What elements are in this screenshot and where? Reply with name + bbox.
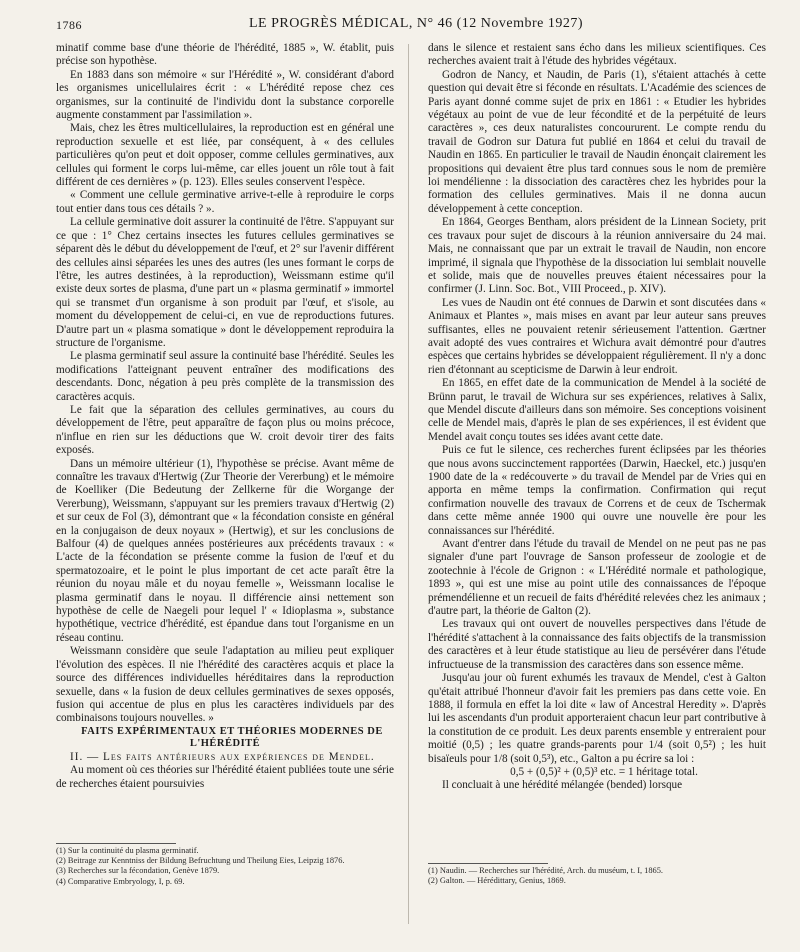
footnote-rule	[428, 863, 548, 864]
paragraph: La cellule germinative doit assurer la continuité de l'être. S'appuyant sur ce que : 1° Chez certains insectes les futures cellules germinatives se séparent dès le début du développement de l'œuf, et 2° sur l'avenir différent des cellules ainsi séparées les unes des autres (les unes formant le corps de l'être, les autres destinées, à la reproduction), Weissmann estime qu'il existe deux sortes de plasma, d'une part un « plasma germinatif » immortel qui se transmet d'un organisme à son produit par l'œuf, et s'isole, au moment du développement de celui-ci, en vue de reproductions futures. D'autre part un « plasma somatique » dont le développement reproduira la structure de l'organisme.	[56, 216, 394, 349]
paragraph: En 1864, Georges Bentham, alors président de la Linnean Society, prit ces travaux pour sujet de discours à la réunion anniversaire du 24 mai. Mais, ne connaissant que par un extrait le travail de Naudin, non encore imprimé, il signala que l'hypothèse de la dissociation lui semblait nouvelle et solide, mais que de nouvelles preuves étaient nécessaires pour la confirmer (J. Linn. Soc. Bot., VIII Proceed., p. XIV).	[428, 216, 766, 296]
paragraph: dans le silence et restaient sans écho dans les milieux scientifiques. Ces recherches avaient trait à l'étude des hybrides végétaux.	[428, 42, 766, 68]
paragraph: Avant d'entrer dans l'étude du travail de Mendel on ne peut pas ne pas signaler d'une part l'ouvrage de Sanson professeur de zoologie et de zootechnie à l'école de Grignon : « L'Hérédité normale et pathologique, 1893 », qui est une mise au point utile des connaissances de l'époque prémendélienne et un recueil de faits d'hérédité relevées chez les animaux ; d'autre part, la théorie de Galton (2).	[428, 538, 766, 618]
paragraph: Weissmann considère que seule l'adaptation au milieu peut expliquer l'évolution des espèces. Il nie l'hérédité des caractères acquis et place la source des différences individuelles héréditaires dans la reproduction sexuelle, dans « la fusion de deux cellules germinatives de sexes opposés, fusion qui accentue de plus en plus les caractères individuels par des combinaisons toujours nouvelles. »	[56, 645, 394, 725]
footnote: (1) Naudin. — Recherches sur l'hérédité, Arch. du muséum, t. I, 1865.	[428, 866, 664, 875]
paragraph: « Comment une cellule germinative arrive-t-elle à reproduire le corps tout entier dans tous ces détails ? ».	[56, 189, 394, 215]
footnote: (1) Sur la continuité du plasma germinatif.	[56, 846, 199, 855]
footnote: (2) Beitrage zur Kenntniss der Bildung Befruchtung und Theilung Eies, Leipzig 1876.	[56, 856, 345, 866]
left-footnotes	[56, 846, 394, 887]
paragraph: Il concluait à une hérédité mélangée (bended) lorsque	[442, 779, 683, 792]
paragraph: Dans un mémoire ultérieur (1), l'hypothèse se précise. Avant même de connaître les travaux d'Hertwig (Zur Theorie der Vererbung) et le mémoire de Koelliker (Die Bedeutung der Zellkerne für die Worgange der Vererbung), Weissmann, s'appuyant sur les premiers travaux d'Hertwig (2) et sur ceux de Fol (3), démontrant que « la fécondation consiste en général en la conjugaison de deux noyaux » (Hertwig), et sur les conclusions de Balfour (4) de quelques années postérieures aux précédents travaux : « L'acte de la fécondation se présente comme la fusion de l'œuf et du spermatozoaire, et le point le plus important de cet acte paraît être la réunion du noyau mâle et du noyau femelle », Weissmann localise le plasma germinatif dans le noyau. Il différencie ainsi nettement son hypothèse de celle de Naegeli pour lequel l' « Idioplasma », substance hypothétique, vectrice d'hérédité, est épandue dans tout l'organisme en un réseau continu.	[56, 457, 394, 644]
right-footnotes	[428, 866, 766, 886]
footnote-rule	[56, 843, 176, 844]
paragraph: En 1883 dans son mémoire « sur l'Hérédité », W. considérant d'abord les organismes unicellulaires écrit : « L'hérédité repose chez ces organismes, sur la continuité de l'individu dont la substance corporelle augmente constamment par l'assimilation ».	[56, 68, 394, 122]
paragraph: Mais, chez les êtres multicellulaires, la reproduction est en général une reproduction sexuelle et est liée, par conséquent, à « des cellules particulières qu'on peut et doit opposer, comme cellules germinatives, aux cellules qui forment le corps lui-même, car elles jouent un rôle tout à fait différent de ces dernières » (p. 123). Elles seules conservent l'espèce.	[56, 122, 394, 189]
page-header	[56, 12, 776, 34]
paragraph: En 1865, en effet date de la communication de Mendel à la société de Brünn parut, le travail de Wichura sur ses expériences, relatives à Salix, que Mendel discute d'ailleurs dans son mémoire. Ses conceptions voisinent celle de Mendel mais, d'après le plan de ses expériences, il est évident que Mendel avait conçu toutes ses idées avant cette date.	[428, 377, 766, 443]
section-heading: FAITS EXPÉRIMENTAUX ET THÉORIES MODERNES DE L'HÉRÉDITÉ	[81, 725, 383, 750]
left-column	[56, 42, 394, 844]
paragraph: Puis ce fut le silence, ces recherches furent éclipsées par les théories que nous avons succinctement rapportées (Darwin, Haeckel, etc.) jusqu'en 1900 date de la « redécouverte » du travail de Mendel par de Vries qui en apporta en même temps la confirmation. Confirmation qui reçut confirmation nouvelle des travaux de Correns et de ceux de Tschermak dans cette même année 1900 qui ouvre une nouvelle ère pour les connaissances sur l'hérédité.	[428, 444, 766, 537]
right-column	[428, 42, 766, 860]
paragraph: Le plasma germinatif seul assure la continuité base l'hérédité. Seules les modifications l'atteignant peuvent entraîner des modifications des descendants. Donc, négation à peu près complète de la transmission des caractères acquis.	[56, 350, 394, 403]
paragraph: Jusqu'au jour où furent exhumés les travaux de Mendel, c'est à Galton qu'était attribué l'honneur d'avoir fait les premiers pas dans cette voie. En 1888, il formula en effet la loi dite « law of Ancestral Heredity ». D'après lui les ascendants d'un produit apporteraient chacun leur part contributive à la constitution de ce produit. Les deux parents ensemble y entreraient pour moitié (0,5) ; les quatre grands-parents pour 1/4 (soit 0,5²) ; les huit bisaïeuls pour 1/8 (soit 0,5³), etc., Galton a pu écrire sa loi :	[428, 672, 766, 765]
footnote: (2) Galton. — Hérédittary, Genius, 1869.	[428, 876, 566, 886]
paragraph: Au moment où ces théories sur l'hérédité étaient publiées toute une série de recherches étaient poursuivies	[56, 764, 394, 790]
footnote: (4) Comparative Embryology, I, p. 69.	[56, 876, 185, 886]
paragraph: Le fait que la séparation des cellules germinatives, au cours du développement de l'être, peut apparaître de façon plus ou moins précoce, n'influe en rien sur les déductions que W. croit devoir tirer des faits exposés.	[56, 403, 394, 457]
subsection-heading: II. — Les faits antérieurs aux expériences de Mendel.	[70, 750, 375, 763]
paragraph: Les vues de Naudin ont été connues de Darwin et sont discutées dans « Animaux et Plantes », mais mises en avant par leur auteur sans preuves suffisantes, elles ne pouvaient retenir sérieusement l'attention. Gærtner avait adopté des vues contraires et Wichura avait démontré pour d'autres espèces que certains hybrides se développaient régulièrement. Il n'y a donc rien d'étonnant au scepticisme de Darwin à leur endroit.	[428, 296, 766, 376]
column-divider	[408, 44, 409, 924]
page-number: 1786	[56, 18, 82, 32]
paragraph: minatif comme base d'une théorie de l'hérédité, 1885 », W. établit, puis précise son hypothèse.	[56, 42, 394, 68]
formula: 0,5 + (0,5)² + (0,5)³ etc. = 1 héritage total.	[510, 765, 698, 778]
running-title: LE PROGRÈS MÉDICAL, N° 46 (12 Novembre 1927)	[248, 16, 584, 31]
paragraph: Godron de Nancy, et Naudin, de Paris (1), s'étaient attachés à cette question qui devait être si féconde en résultats. L'Académie des sciences de Paris ayant donné comme sujet de prix en 1861 : « Etudier les hybrides végétaux au point de vue de leur fécondité et de la perpétuité de leurs caractères », ces deux naturalistes concoururent. Le compte rendu du travail de Godron sur Datura fut publié en 1864 et celui du travail de Naudin en 1865. En particulier le travail de Naudin énonçait clairement les propositions qui devaient être plus tard connues sous le nom de première loi mendélienne : la dissociation des caractères chez les hybrides pour la formation des cellules germinatives. Mais il ne donna aucun développement à cette conception.	[428, 68, 766, 215]
paragraph: Les travaux qui ont ouvert de nouvelles perspectives dans l'étude de l'hérédité s'attachent à la connaissance des faits objectifs de la transmission des caractères et à leur étude statistique au lieu de persévérer dans l'étude infructueuse de la transmission des caractères dans son essence même.	[428, 618, 766, 671]
footnote: (3) Recherches sur la fécondation, Genève 1879.	[56, 866, 220, 876]
